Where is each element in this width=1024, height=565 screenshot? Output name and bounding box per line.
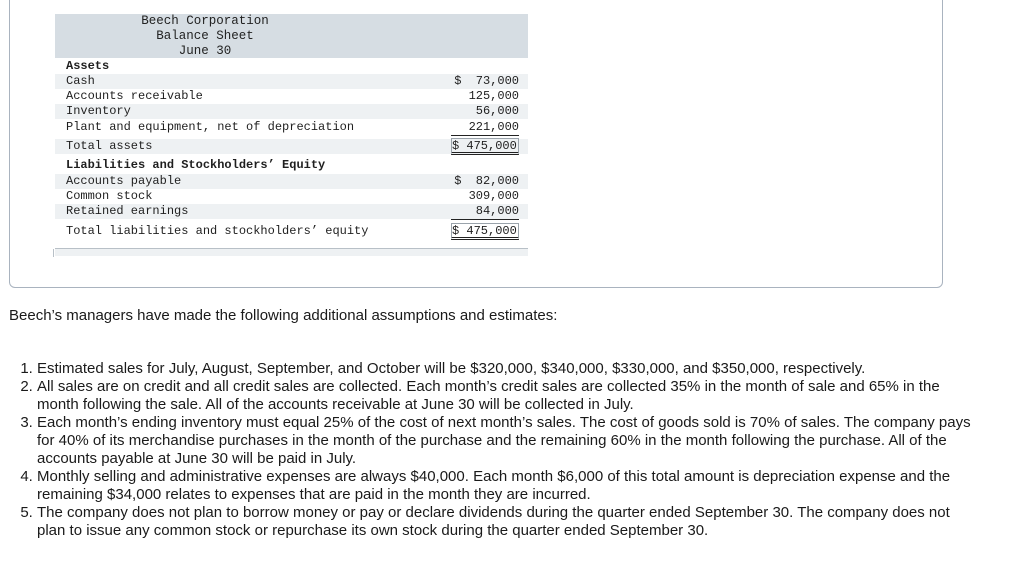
row-label: Common stock: [66, 189, 153, 203]
list-item: 1. Estimated sales for July, August, September, and October will be $320,000, $340,000, $330,000, and $350,000, respectively.: [37, 360, 972, 378]
statement-name: Balance Sheet: [156, 29, 254, 43]
row-label: Inventory: [66, 104, 131, 118]
total-liabilities-label: Total liabilities and stockholders’ equity: [66, 224, 369, 238]
intro-text: Beech’s managers have made the following additional assumptions and estimates:: [9, 307, 558, 324]
row-amount: $ 82,000: [454, 174, 519, 188]
liabilities-heading: Liabilities and Stockholders’ Equity: [66, 158, 326, 172]
table-row: [55, 174, 528, 189]
table-row: [55, 104, 528, 119]
total-liabilities-row: [55, 224, 528, 239]
table-footer-bar: [55, 248, 528, 256]
list-item: 3. Each month’s ending inventory must equal 25% of the cost of next month’s sales. The cost of goods sold is 70% of sales. The company pays for 40% of its merchandise purchases in the month of the purchase and the remaining 60% in the month following the purchase. All of the accounts payable at June 30 will be paid in July.: [37, 414, 972, 468]
row-amount: 221,000: [451, 120, 519, 136]
row-amount: $ 73,000: [454, 74, 519, 88]
company-name: Beech Corporation: [141, 14, 269, 28]
footer-tick: [53, 249, 54, 257]
table-row: [55, 189, 528, 204]
assets-heading-row: [55, 59, 528, 74]
row-amount: 309,000: [468, 189, 519, 203]
assumptions-list: [10, 360, 972, 540]
row-label: Cash: [66, 74, 95, 88]
liabilities-heading-row: [55, 158, 528, 173]
list-item: 4. Monthly selling and administrative expenses are always $40,000. Each month $6,000 of this total amount is depreciation expense and the remaining $34,000 relates to expenses that are paid in the month they are incurred.: [37, 468, 972, 504]
table-row: [55, 89, 528, 104]
row-amount: 125,000: [468, 89, 519, 103]
table-row: [55, 204, 528, 219]
assets-heading: Assets: [66, 59, 110, 73]
total-assets-row: [55, 139, 528, 154]
list-item: 2. All sales are on credit and all credit sales are collected. Each month’s credit sales are collected 35% in the month of sale and 65% in the month following the sale. All of the accounts receivable at June 30 will be collected in July.: [37, 378, 972, 414]
total-assets-label: Total assets: [66, 139, 153, 153]
statement-date: June 30: [178, 44, 232, 58]
total-assets-amount: $ 475,000: [451, 138, 519, 155]
row-amount: 84,000: [451, 204, 519, 220]
row-amount: 56,000: [475, 104, 519, 118]
table-row: [55, 120, 528, 135]
table-row: [55, 74, 528, 89]
row-label: Accounts payable: [66, 174, 182, 188]
balance-sheet-header: [55, 14, 528, 58]
list-item: 5. The company does not plan to borrow money or pay or declare dividends during the quarter ended September 30. The company does not plan to issue any common stock or repurchase its own stock during the quarter ended September 30.: [37, 504, 972, 540]
row-label: Accounts receivable: [66, 89, 203, 103]
total-liabilities-amount: $ 475,000: [451, 223, 519, 240]
row-label: Plant and equipment, net of depreciation: [66, 120, 355, 134]
row-label: Retained earnings: [66, 204, 189, 218]
